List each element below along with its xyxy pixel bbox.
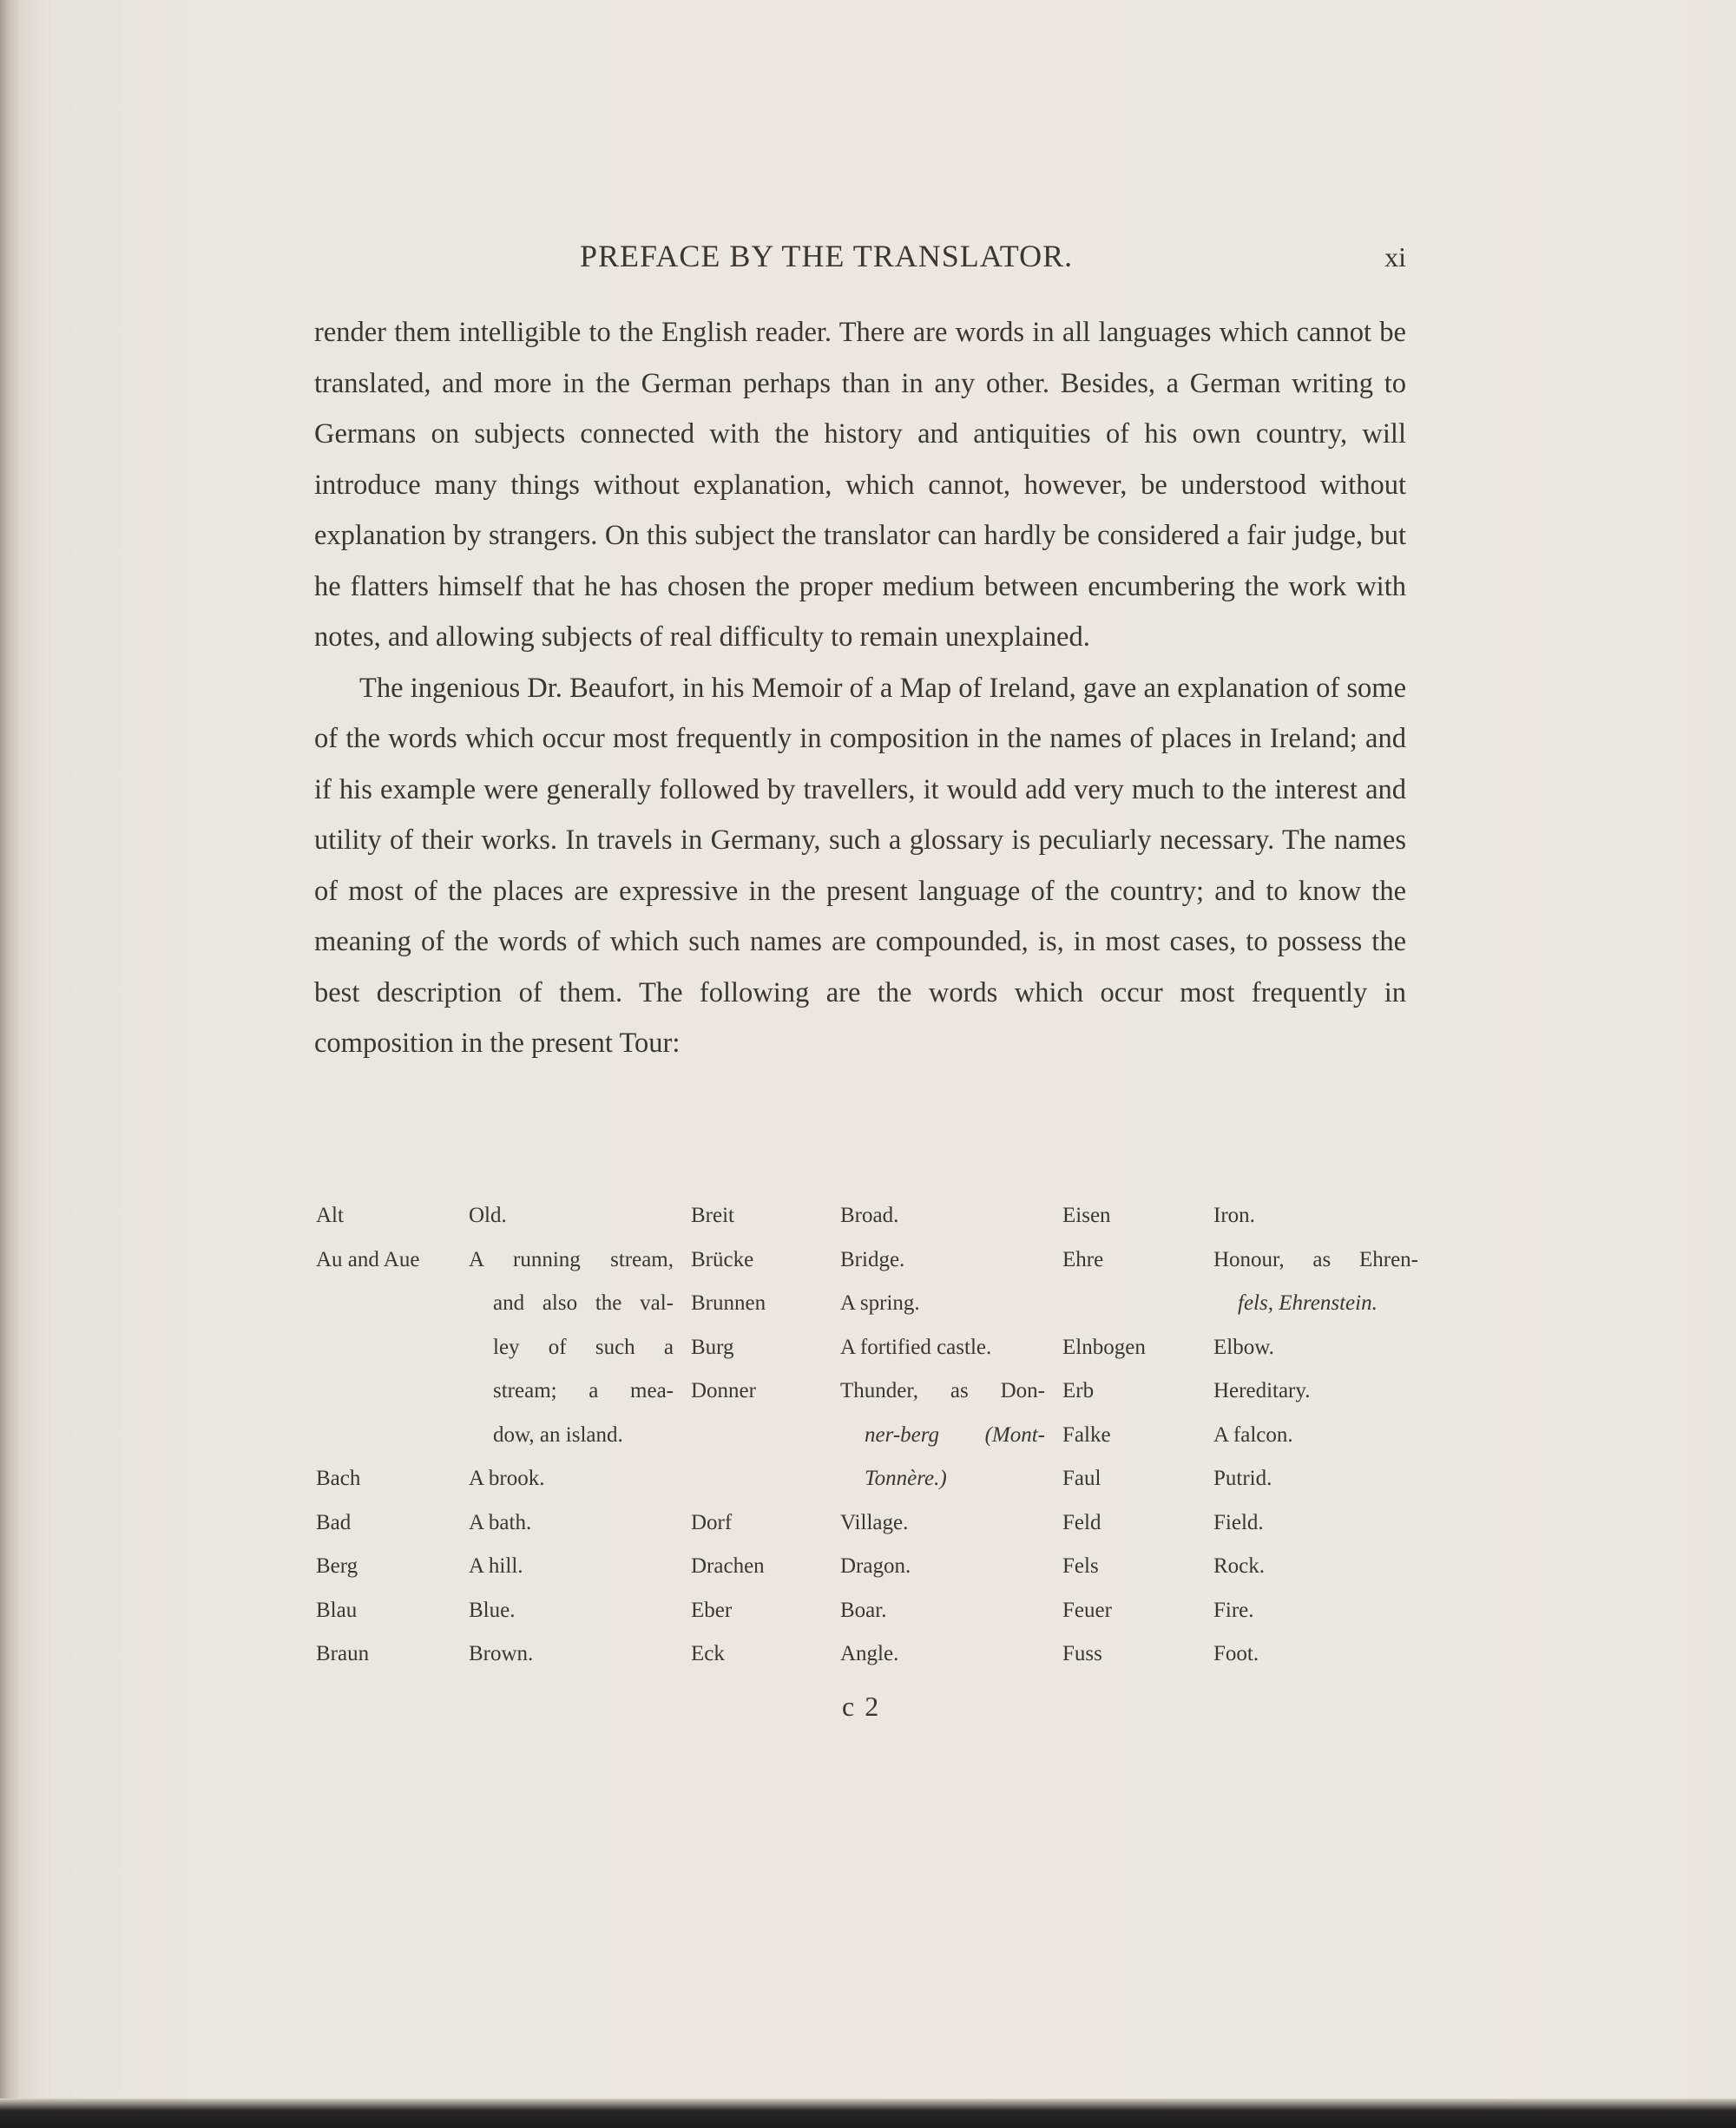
- paragraph-2: The ingenious Dr. Beaufort, in his Memoir of a Map of Ireland, gave an explanation of some of the words which occur most frequently in composition in the names of places in Ireland; and if his example were generally followed by travellers, it would add very much to the interest and utility of their works. In travels in Germany, such a glossary is peculiarly necessary. The names of most of the places are expressive in the present language of the country; and to know the meaning of the words of which such names are compounded, is, in most cases, to possess the best description of them. The following are the words which occur most frequently in composition in the present Tour:: [314, 672, 1406, 1059]
- glossary-definition: Boar.: [840, 1598, 887, 1622]
- book-binding-edge: [0, 0, 19, 2128]
- glossary-definition: Old.: [469, 1204, 507, 1227]
- glossary-column-1-definitions: [469, 1194, 674, 1677]
- glossary-definition: A falcon.: [1213, 1422, 1293, 1447]
- glossary-definition: Hereditary.: [1213, 1379, 1311, 1402]
- glossary-definition: Rock.: [1213, 1554, 1266, 1578]
- glossary-definition: A fortified castle.: [840, 1335, 992, 1359]
- glossary-term: [316, 1414, 464, 1458]
- glossary-term: Drachen: [691, 1554, 765, 1578]
- glossary-term: Falke: [1062, 1422, 1111, 1447]
- glossary-term: Donner: [691, 1379, 756, 1402]
- glossary-definition: Thunder, as Don-: [840, 1379, 1045, 1402]
- glossary-term: Burg: [691, 1335, 734, 1359]
- glossary-term: Bad: [316, 1510, 352, 1534]
- glossary-definition: ley of such a: [493, 1335, 674, 1359]
- glossary-definition: Iron.: [1213, 1204, 1255, 1227]
- glossary-definition: A hill.: [469, 1554, 523, 1578]
- glossary-term: [316, 1282, 464, 1326]
- signature-mark: c 2: [842, 1691, 881, 1722]
- glossary-definition: Honour, as Ehren-: [1213, 1247, 1418, 1271]
- glossary-definition: stream; a mea-: [493, 1379, 674, 1402]
- glossary-term: Faul: [1062, 1467, 1101, 1490]
- glossary-term: Blau: [316, 1598, 358, 1622]
- glossary-column-2-definitions: [840, 1194, 1045, 1677]
- glossary-definition: Tonnère.): [865, 1467, 947, 1490]
- glossary-definition: Village.: [840, 1510, 909, 1534]
- glossary-column-1-terms: [316, 1194, 464, 1677]
- glossary-term: [691, 1414, 838, 1458]
- glossary-definition: Foot.: [1213, 1642, 1259, 1665]
- glossary-definition: Angle.: [840, 1642, 899, 1665]
- preface-body: [314, 307, 1406, 1069]
- glossary-term: Berg: [316, 1554, 358, 1578]
- glossary-term: Fels: [1062, 1554, 1099, 1578]
- glossary-definition: Blue.: [469, 1598, 516, 1622]
- glossary-term: [316, 1326, 464, 1370]
- glossary-definition: Field.: [1213, 1510, 1264, 1534]
- glossary-definition: A brook.: [469, 1467, 545, 1490]
- glossary-term: Brunnen: [691, 1291, 766, 1315]
- glossary-term: Au and Aue: [316, 1247, 420, 1271]
- running-header: [312, 238, 1406, 283]
- glossary-definition: Putrid.: [1213, 1467, 1272, 1490]
- glossary-definition: fels, Ehrenstein.: [1238, 1291, 1378, 1315]
- glossary-term: Eck: [691, 1642, 725, 1665]
- glossary-definition: Brown.: [469, 1642, 534, 1665]
- glossary-term: Bach: [316, 1467, 361, 1490]
- glossary-definition: ner-berg (Mont-: [865, 1422, 1045, 1447]
- glossary-term: [316, 1369, 464, 1414]
- glossary-term: Dorf: [691, 1510, 733, 1534]
- header-title: PREFACE BY THE TRANSLATOR.: [580, 239, 1074, 273]
- glossary-term: [691, 1457, 838, 1501]
- glossary-term: [1062, 1282, 1210, 1326]
- glossary-term: Alt: [316, 1204, 344, 1227]
- glossary-term: Elnbogen: [1062, 1335, 1146, 1359]
- glossary-term: Ehre: [1062, 1247, 1104, 1271]
- glossary-term: Fuss: [1062, 1642, 1102, 1665]
- glossary-definition: A running stream,: [469, 1247, 674, 1271]
- glossary-definition: and also the val-: [493, 1291, 674, 1315]
- glossary-column-3-terms: [1062, 1194, 1210, 1677]
- glossary-definition: Bridge.: [840, 1247, 905, 1271]
- glossary-definition: Dragon.: [840, 1554, 911, 1578]
- glossary-term: Eisen: [1062, 1204, 1111, 1227]
- glossary-definition: dow, an island.: [493, 1422, 623, 1447]
- glossary-term: Brücke: [691, 1247, 754, 1271]
- glossary-column-3-definitions: [1213, 1194, 1418, 1677]
- glossary-term: Braun: [316, 1642, 370, 1665]
- glossary-term: Breit: [691, 1204, 734, 1227]
- page-bottom-edge: [0, 2098, 1736, 2128]
- glossary-definition: Elbow.: [1213, 1335, 1274, 1359]
- glossary-definition: A bath.: [469, 1510, 532, 1534]
- page-number: xi: [1384, 241, 1406, 273]
- paragraph-1: render them intelligible to the English reader. There are words in all languages which cannot be translated, and more in the German perhaps than in any other. Besides, a German writing to Germans on subjects connected with the history and antiquities of his own country, will introduce many things without explanation, which cannot, however, be understood without explanation by strangers. On this subject the translator can hardly be considered a fair judge, but he flatters himself that he has chosen the proper medium between encumbering the work with notes, and allowing subjects of real difficulty to remain unexplained.: [314, 317, 1406, 653]
- glossary-term: Eber: [691, 1598, 733, 1622]
- glossary-column-2-terms: [691, 1194, 838, 1677]
- glossary-definition: Fire.: [1213, 1598, 1254, 1622]
- glossary-definition: A spring.: [840, 1291, 920, 1315]
- glossary-term: Feld: [1062, 1510, 1101, 1534]
- glossary-term: Erb: [1062, 1379, 1095, 1402]
- glossary-definition: Broad.: [840, 1204, 899, 1227]
- glossary-term: Feuer: [1062, 1598, 1112, 1622]
